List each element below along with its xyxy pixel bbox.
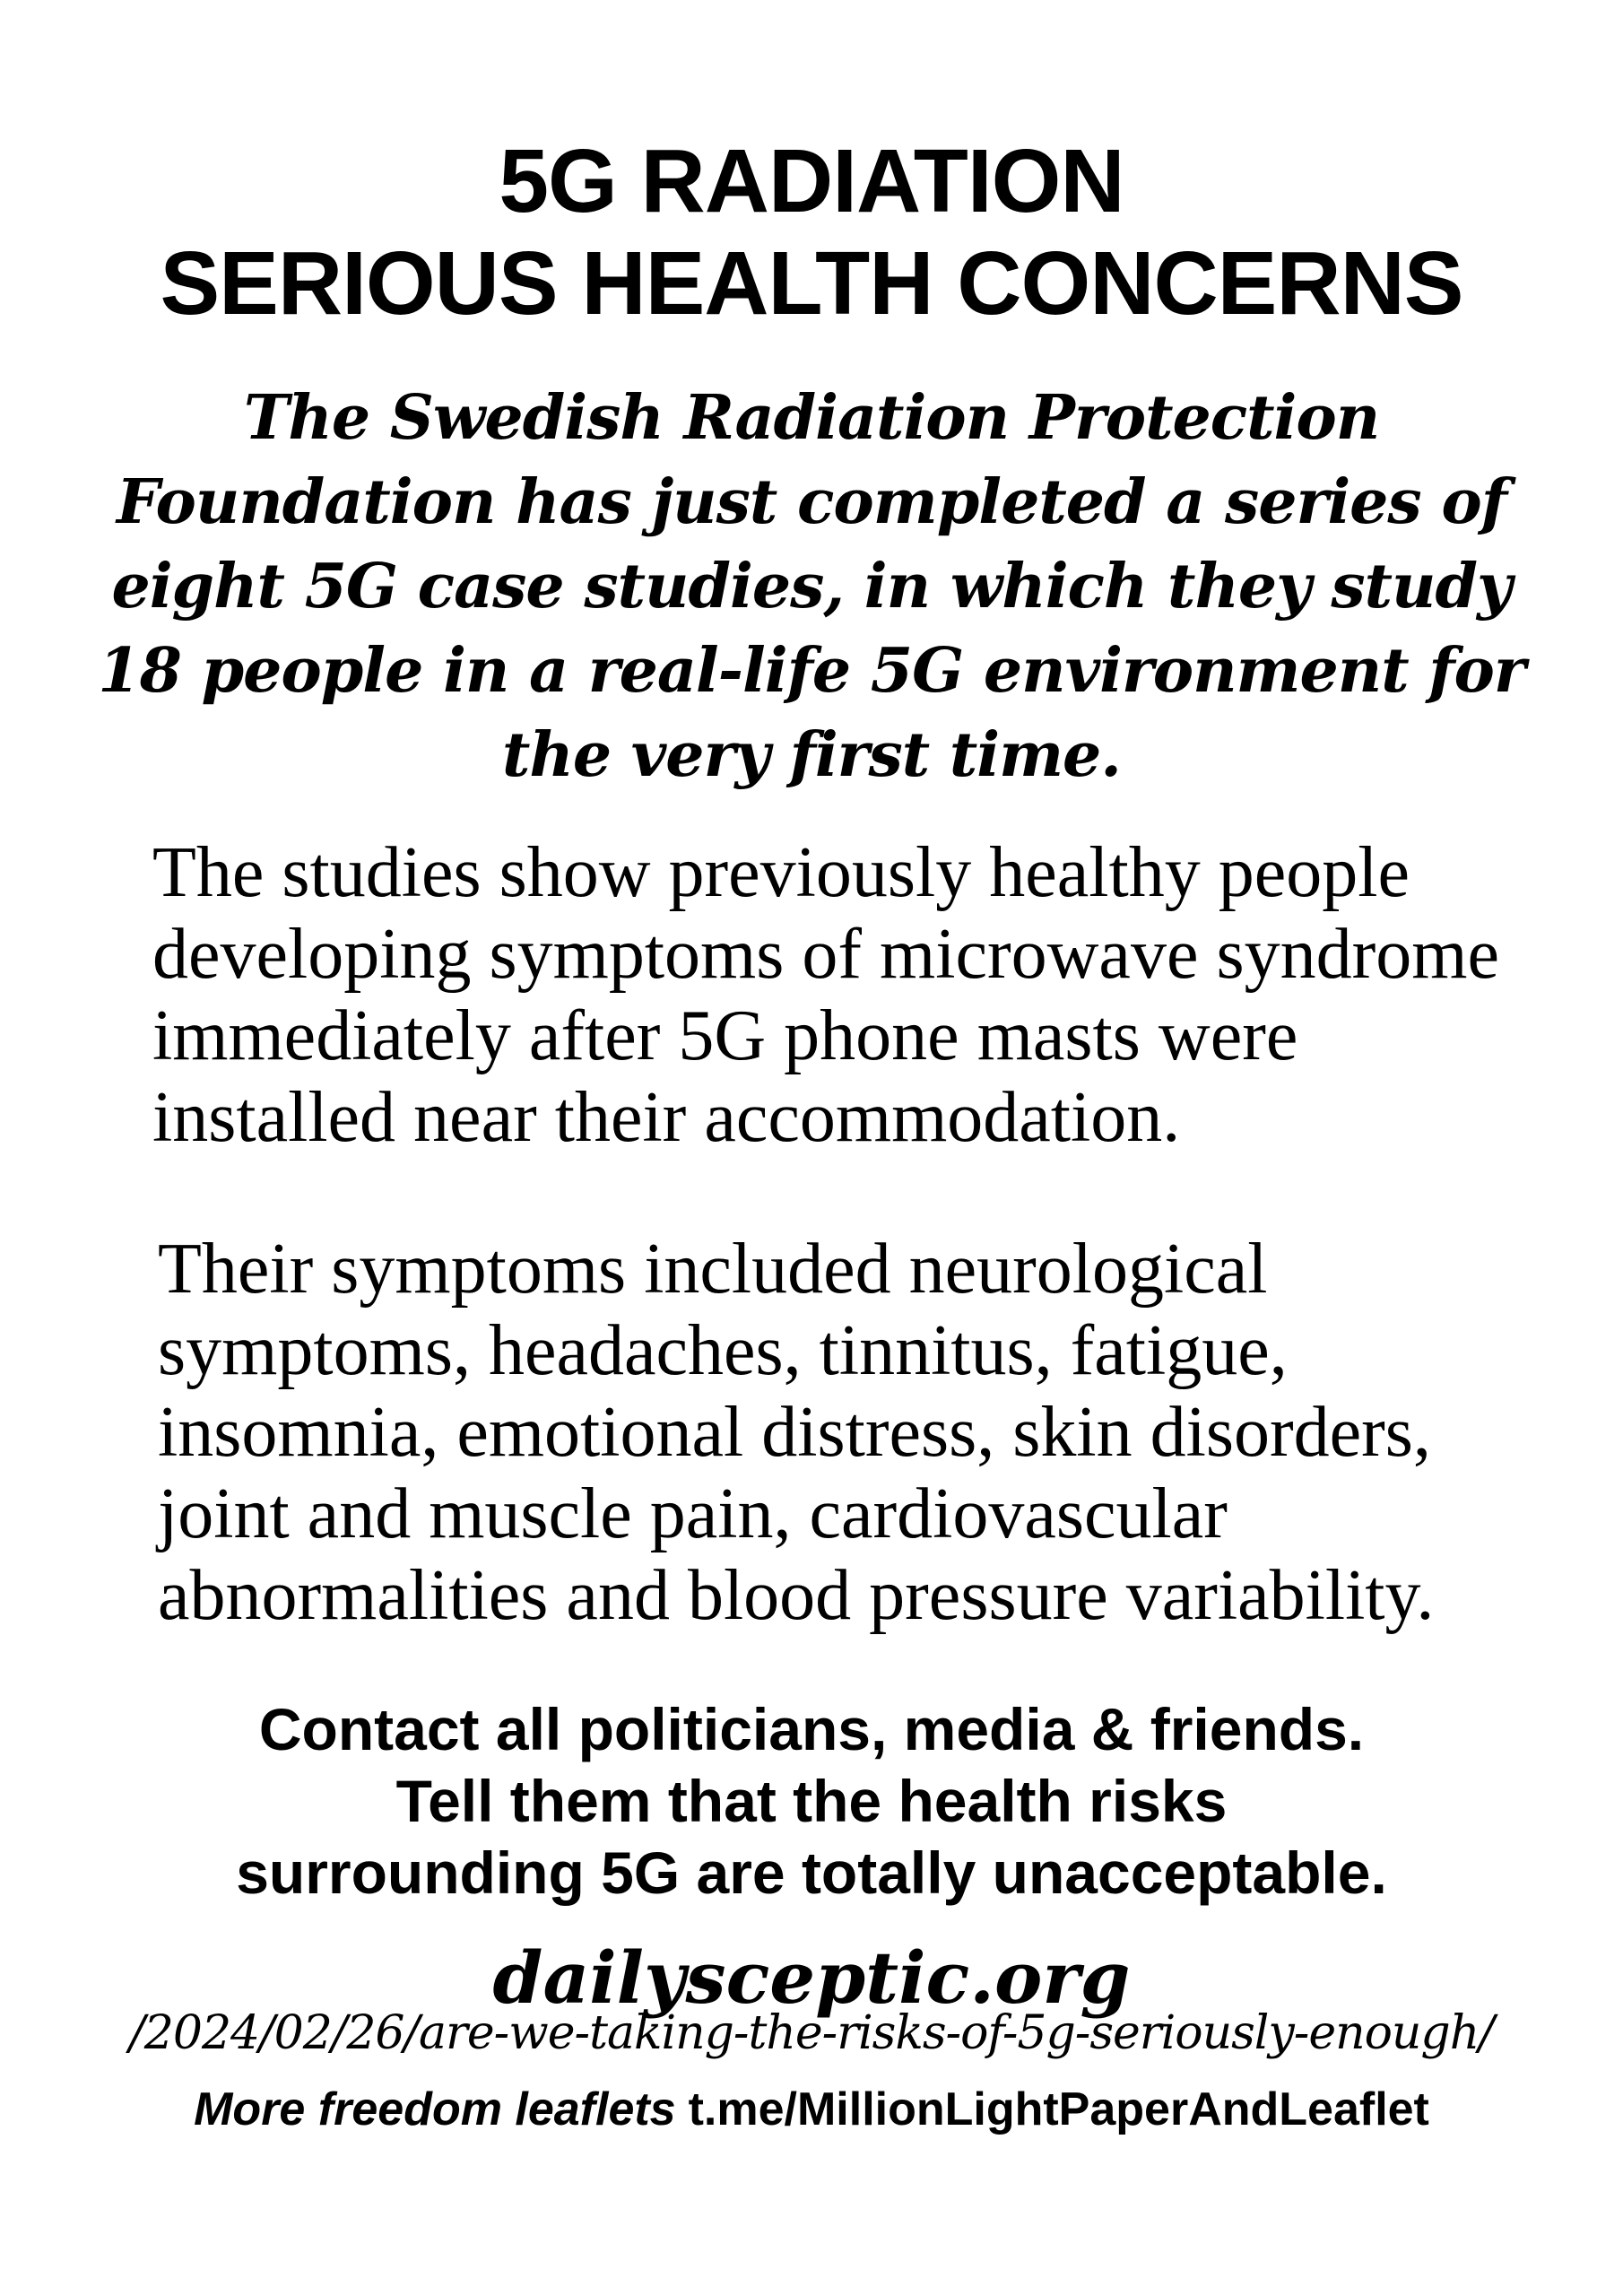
studies-line: installed near their accommodation. [152,1078,1181,1157]
symptoms-line: symptoms, headaches, tinnitus, fatigue, [158,1311,1288,1390]
footer-label: More freedom leaflets [194,2083,676,2135]
symptoms-line: abnormalities and blood pressure variability. [158,1556,1435,1635]
intro-line: The Swedish Radiation Protection [243,382,1380,454]
intro-line: Foundation has just completed a series of [117,466,1506,538]
intro-paragraph [0,376,1623,797]
title-line-2: SERIOUS HEALTH CONCERNS [160,233,1463,334]
studies-paragraph [152,832,1499,1159]
footer-line [0,2082,1623,2137]
source-site-url: dailysceptic.org [492,1935,1131,2020]
symptoms-line: Their symptoms included neurological [158,1230,1268,1309]
cta-line: Tell them that the health risks [395,1768,1228,1834]
title-line-1: 5G RADIATION [499,131,1124,231]
studies-line: immediately after 5G phone masts were [152,996,1298,1075]
cta-line: surrounding 5G are totally unacceptable. [236,1839,1387,1906]
symptoms-line: joint and muscle pain, cardiovascular [158,1474,1228,1553]
intro-line: the very first time. [502,719,1121,791]
symptoms-line: insomnia, emotional distress, skin disorders, [158,1393,1431,1472]
studies-line: The studies show previously healthy people [152,833,1410,912]
call-to-action [0,1693,1623,1909]
studies-line: developing symptoms of microwave syndrome [152,915,1499,994]
intro-line: eight 5G case studies, in which they study [111,551,1512,622]
article-path-text: /2024/02/26/are-we-taking-the-risks-of-5g-seriously-enough/ [129,2006,1494,2060]
leaflet-title [0,130,1623,335]
footer-telegram-handle: t.me/MillionLightPaperAndLeaflet [688,2083,1429,2135]
cta-line: Contact all politicians, media & friends. [258,1696,1365,1762]
intro-line: 18 people in a real-life 5G environment for [98,635,1525,707]
source-article-path [0,2005,1623,2061]
symptoms-paragraph [158,1229,1434,1637]
